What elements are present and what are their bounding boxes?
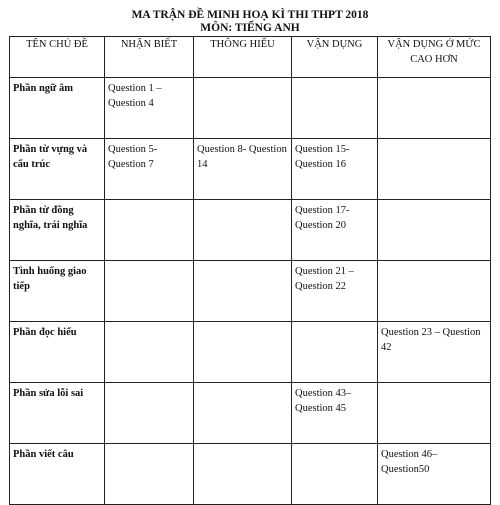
cell-van-dung: Question 17- Question 20 xyxy=(292,200,378,261)
cell-van-dung-cao xyxy=(378,139,491,200)
cell-van-dung-cao xyxy=(378,200,491,261)
cell-van-dung: Question 15- Question 16 xyxy=(292,139,378,200)
document-subtitle: MÔN: TIẾNG ANH xyxy=(200,22,300,34)
cell-thong-hieu xyxy=(194,261,292,322)
cell-thong-hieu xyxy=(194,383,292,444)
cell-thong-hieu xyxy=(194,78,292,139)
cell-thong-hieu: Question 8- Question 14 xyxy=(194,139,292,200)
header-van-dung: VẬN DỤNG xyxy=(292,37,378,78)
table-header-row xyxy=(10,37,491,78)
header-nhan-biet: NHẬN BIẾT xyxy=(105,37,194,78)
cell-van-dung-cao xyxy=(378,78,491,139)
cell-nhan-biet xyxy=(105,322,194,383)
cell-van-dung-cao: Question 46– Question50 xyxy=(378,444,491,505)
cell-van-dung xyxy=(292,322,378,383)
header-thong-hieu: THÔNG HIỂU xyxy=(194,37,292,78)
cell-thong-hieu xyxy=(194,444,292,505)
cell-van-dung xyxy=(292,444,378,505)
cell-nhan-biet: Question 1 – Question 4 xyxy=(105,78,194,139)
cell-nhan-biet xyxy=(105,383,194,444)
cell-van-dung-cao xyxy=(378,261,491,322)
cell-van-dung xyxy=(292,78,378,139)
cell-van-dung-cao: Question 23 – Question 42 xyxy=(378,322,491,383)
cell-thong-hieu xyxy=(194,322,292,383)
cell-nhan-biet xyxy=(105,200,194,261)
row-topic: Phần từ đồng nghĩa, trái nghĩa xyxy=(10,200,105,261)
header-van-dung-cao: VẬN DỤNG Ở MỨC CAO HƠN xyxy=(378,37,491,78)
matrix-table xyxy=(9,36,491,505)
cell-nhan-biet: Question 5- Question 7 xyxy=(105,139,194,200)
header-topic: TÊN CHỦ ĐỀ xyxy=(10,37,105,78)
table-row xyxy=(10,322,491,383)
table-row xyxy=(10,139,491,200)
row-topic: Tình huống giao tiếp xyxy=(10,261,105,322)
row-topic: Phần sửa lỗi sai xyxy=(10,383,105,444)
cell-thong-hieu xyxy=(194,200,292,261)
table-row xyxy=(10,200,491,261)
cell-nhan-biet xyxy=(105,261,194,322)
table-row xyxy=(10,444,491,505)
row-topic: Phần đọc hiểu xyxy=(10,322,105,383)
table-row xyxy=(10,78,491,139)
cell-nhan-biet xyxy=(105,444,194,505)
cell-van-dung: Question 21 – Question 22 xyxy=(292,261,378,322)
row-topic: Phần ngữ âm xyxy=(10,78,105,139)
cell-van-dung: Question 43– Question 45 xyxy=(292,383,378,444)
document-title: MA TRẬN ĐỀ MINH HOẠ KÌ THI THPT 2018 xyxy=(131,9,369,21)
cell-van-dung-cao xyxy=(378,383,491,444)
table-row xyxy=(10,261,491,322)
row-topic: Phần viết câu xyxy=(10,444,105,505)
row-topic: Phần từ vựng và cấu trúc xyxy=(10,139,105,200)
table-row xyxy=(10,383,491,444)
